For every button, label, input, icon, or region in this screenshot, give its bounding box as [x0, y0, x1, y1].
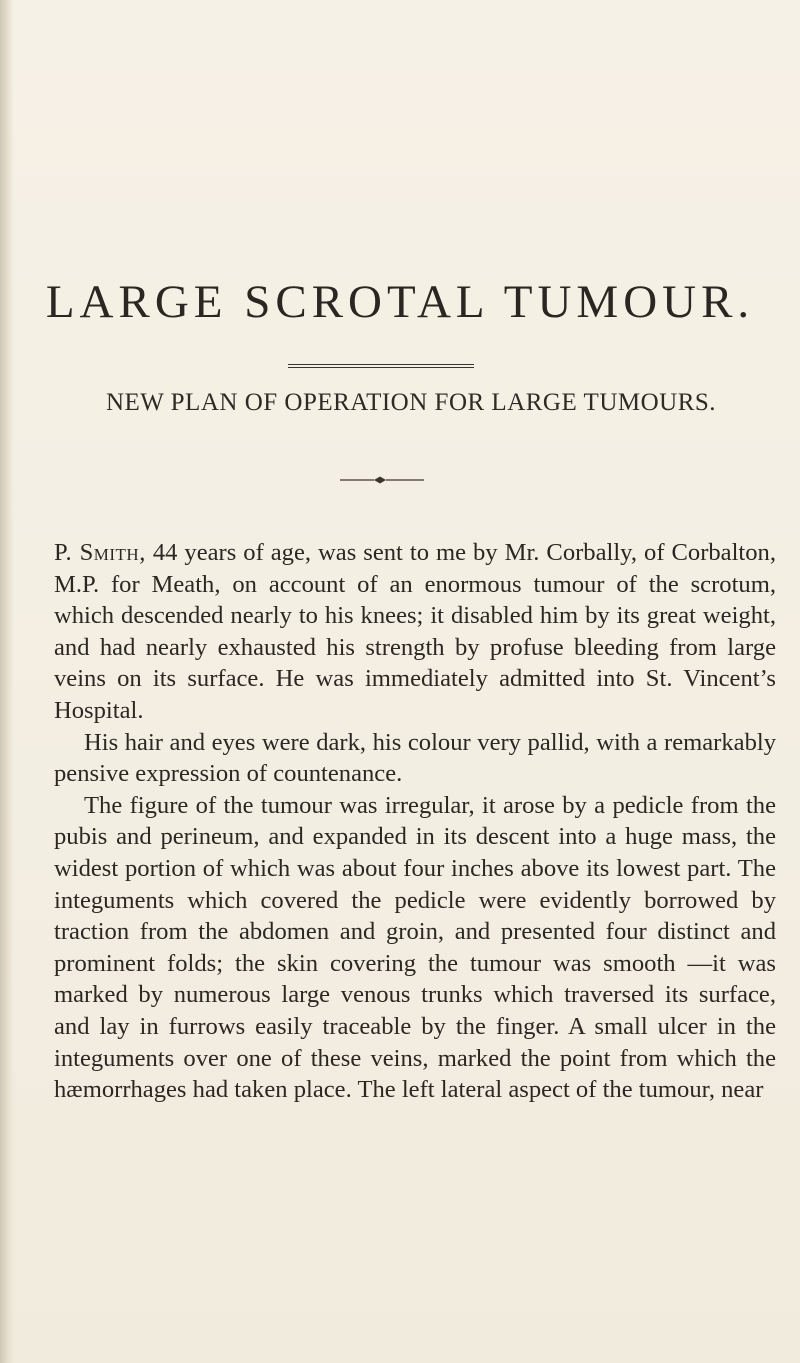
paragraph — [54, 537, 776, 727]
page-binding-edge — [0, 0, 14, 1363]
paragraph-text: 44 years of age, was sent to me by Mr. Corbally, of Corbalton, M.P. for Meath, on account of an enormous tumour of the scrotum, which descended nearly to his knees; it disabled him by its great weight, and had nearly exhausted his strength by profuse bleeding from large veins on its surface. He was immediately admitted into St. Vincent’s Hospital. — [54, 539, 777, 724]
page-title: LARGE SCROTAL TUMOUR. — [45, 276, 755, 328]
body-text — [54, 537, 776, 1106]
title-double-rule — [288, 364, 474, 368]
paragraph — [54, 790, 776, 1106]
paragraph — [54, 727, 776, 790]
ornament-divider — [334, 474, 430, 486]
page-subtitle: NEW PLAN OF OPERATION FOR LARGE TUMOURS. — [105, 389, 717, 416]
paragraph-text: The figure of the tumour was irregular, it arose by a pedicle from the pubis and perineum, and expanded in its descent into a huge mass, the widest portion of which was about four inches above its lowest part. The integuments which covered the pedicle were evidently borrowed by traction from the abdomen and groin, and presented four distinct and prominent folds; the skin covering the tumour was smooth —it was marked by numerous large venous trunks which traversed its surface, and lay in furrows easily traceable by the finger. A small ulcer in the integuments over one of these veins, marked the point from which the hæmorrhages had taken place. The left lateral aspect of the tumour, near — [54, 791, 776, 1104]
patient-name: P. Smith, — [54, 539, 146, 566]
paragraph-text: His hair and eyes were dark, his colour very pallid, with a remarkably pensive expression of countenance. — [54, 728, 776, 788]
